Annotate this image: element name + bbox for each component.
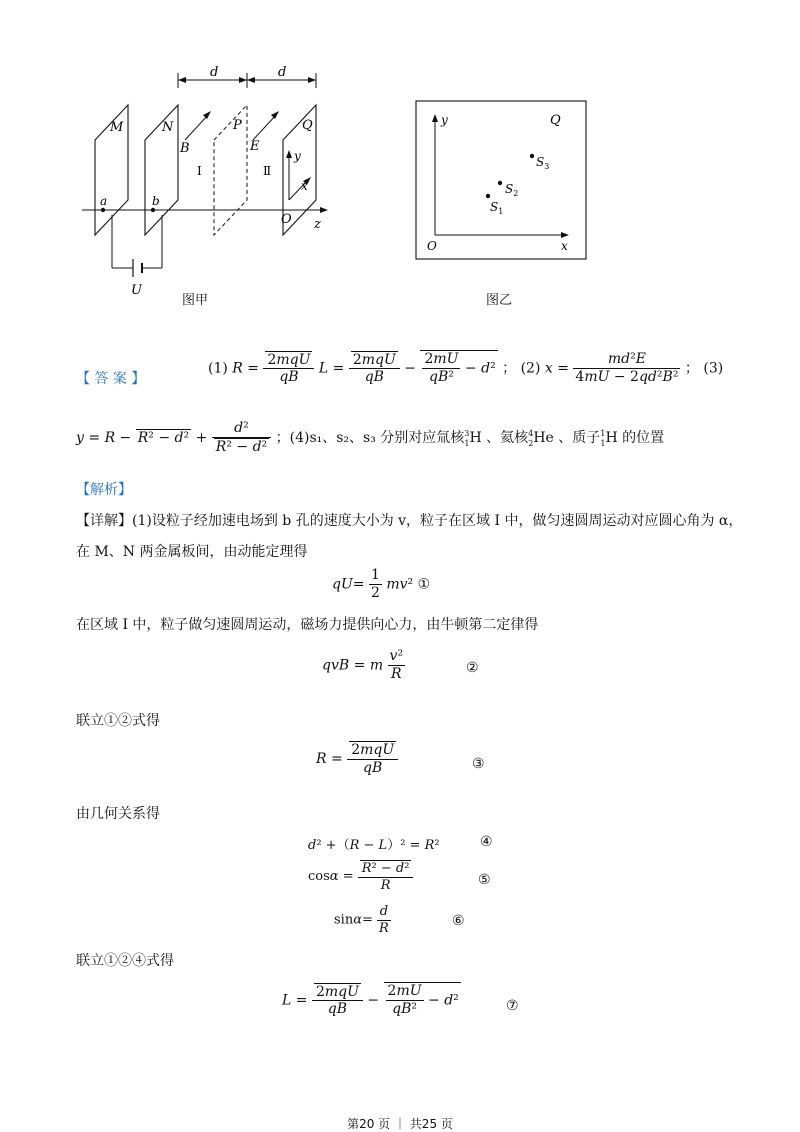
figure-b-diagram	[415, 100, 587, 260]
answer-label: 【 答 案 】	[76, 371, 146, 387]
analysis-label: 【解析】	[76, 482, 132, 498]
figure-b-caption: 图乙	[486, 293, 513, 308]
label-p: P	[233, 118, 242, 133]
figure-a-caption: 图甲	[182, 293, 209, 308]
answer-line-1: (1) R = $\frac{\text{2mqU}}{qB}$ L = $\frac{\text{2mqU}}{qB}$ − $\frac{2mU}{\text{qB²}}$ − d² ； (2) x = $\frac{\text{md²E}}{\text{4mU − 2qd²B²}}$ ； (3)	[208, 351, 724, 386]
detail-line-2: 在 M、N 两金属板间，由动能定理得	[76, 544, 308, 560]
answer-part-4d: H 的位置	[605, 429, 665, 446]
label-u: U	[131, 283, 142, 298]
label-a: a	[100, 194, 108, 208]
label-o: O	[427, 239, 437, 253]
answer-line-2: y = R − R² − d² + $\frac{\text{d²}}{\text{R² − d²}}$ ；(4)s₁、s₂、s₃ 分别对应氚核$^3_1$H 、氦核$^4_2$He 、质子$^1_1$H 的位置	[76, 420, 665, 455]
answer-part-4: ；(4)s₁、s₂、s₃ 分别对应氚核	[275, 429, 465, 446]
mark-1: ①	[417, 576, 431, 593]
detail-line-3: 在区域 I 中，粒子做匀速圆周运动，磁场力提供向心力，由牛顿第二定律得	[76, 617, 539, 633]
label-o: O	[281, 212, 292, 227]
label-region-2: Ⅱ	[263, 164, 272, 178]
detail-line-6: 联立①②④式得	[76, 953, 174, 969]
label-z: z	[314, 217, 321, 232]
detail-line-4: 联立①②式得	[76, 713, 160, 729]
label-q: Q	[550, 113, 561, 128]
equation-5: cosα = $\frac{\text{R² − d²}}{R}$	[308, 860, 413, 893]
equation-6: sinα= $\frac{d}{R}$	[334, 904, 389, 936]
mark-7: ⑦	[506, 998, 519, 1014]
label-s3: $S_3$	[536, 155, 550, 171]
label-x: x	[561, 239, 568, 253]
label-d1: d	[210, 65, 219, 80]
mark-2: ②	[466, 660, 479, 676]
label-m: M	[110, 120, 124, 135]
label-b: B	[180, 141, 190, 156]
label-q: Q	[302, 118, 313, 133]
detail-line-5: 由几何关系得	[76, 806, 160, 822]
label-x-axis: x	[301, 179, 308, 193]
mark-3: ③	[472, 756, 485, 772]
label-y-axis: y	[294, 149, 301, 163]
label-b-hole: b	[152, 194, 160, 208]
equation-4: d² +（R − L）² = R²	[308, 838, 440, 853]
detail-line-1: 【详解】(1)设粒子经加速电场到 b 孔的速度大小为 v，粒子在区域 I 中，做匀速圆周运动对应圆心角为 α，	[76, 513, 743, 529]
mark-5: ⑤	[478, 872, 491, 888]
equation-2: qvB = m $\frac{\text{v²}}{R}$	[322, 648, 404, 682]
equation-3: R = $\frac{\text{2mqU}}{qB}$	[316, 741, 398, 777]
plate-p	[214, 105, 247, 235]
answer-part-4b: H 、氦核	[469, 429, 529, 446]
equation-7: L = $\frac{\text{2mqU}}{qB}$ − $\frac{2mU}{\text{qB²}}$ − d²	[282, 983, 459, 1018]
label-d2: d	[278, 65, 287, 80]
label-region-1: Ⅰ	[197, 164, 202, 178]
answer-part-1: (1)	[208, 360, 228, 377]
label-s2: $S_2$	[505, 182, 519, 198]
label-s1: $S_1$	[490, 200, 504, 216]
mark-6: ⑥	[452, 913, 465, 929]
equation-1: qU= $\frac{1}{2}$ mv² ①	[332, 567, 431, 601]
answer-part-4c: He 、质子	[533, 429, 601, 446]
answer-part-3: ； (3)	[684, 360, 724, 377]
page-footer: 第20 页 ｜ 共25 页	[347, 1117, 453, 1131]
label-y: y	[441, 113, 448, 127]
mark-4: ④	[480, 834, 493, 850]
answer-part-2: ； (2)	[502, 360, 541, 377]
figure-a-diagram	[70, 60, 340, 310]
label-e: E	[250, 139, 260, 154]
label-n: N	[162, 120, 174, 135]
